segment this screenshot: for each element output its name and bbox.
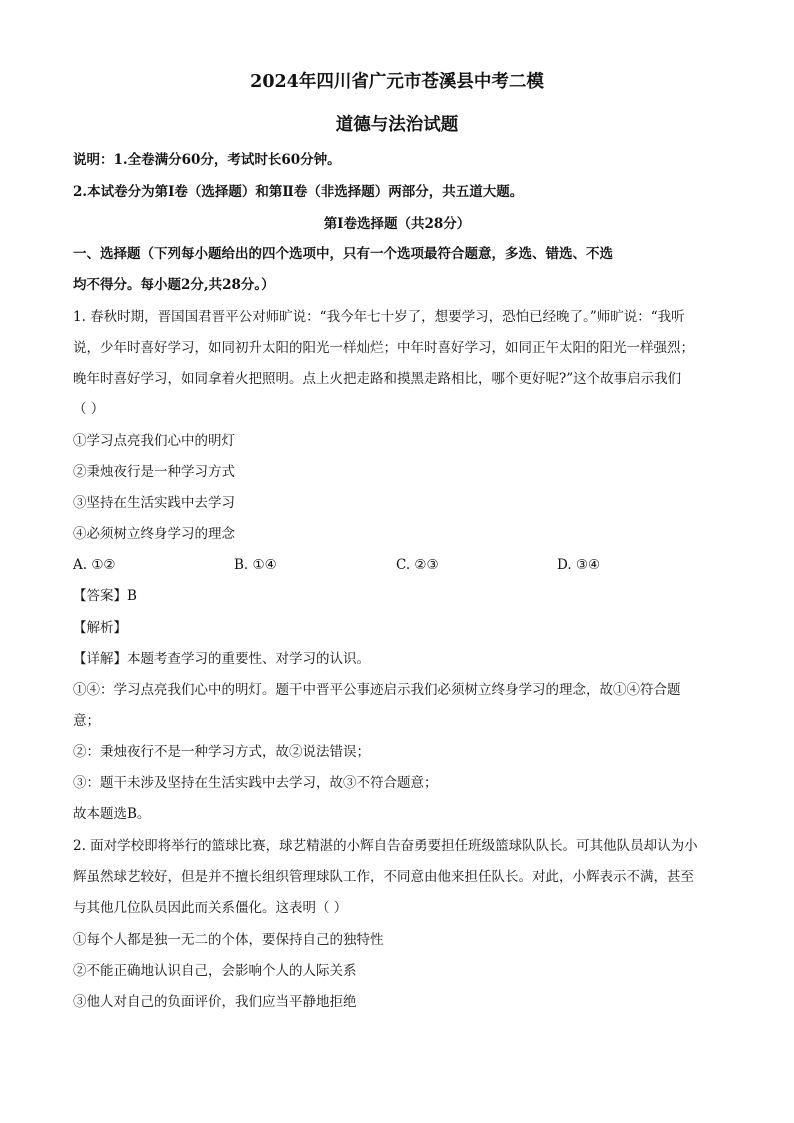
q2-stem-line-3: 与其他几位队员因此而关系僵化。这表明（ ） — [73, 900, 348, 916]
q2-stem-line-1: 2. 面对学校即将举行的篮球比赛，球艺精湛的小辉自告奋勇要担任班级篮球队队长。可其他队员却认为小 — [73, 838, 698, 854]
q1-option-b: B. ①④ — [234, 557, 277, 573]
q1-option-c: C. ②③ — [396, 557, 439, 573]
q2-stem-line-2: 辉虽然球艺较好，但是并不擅长组织管理球队工作，不同意由他来担任队长。对此，小辉表示不满，甚至 — [73, 869, 694, 885]
q1-answer-blank: （ ） — [73, 401, 105, 417]
q1-conclusion: 故本题选B。 — [73, 806, 151, 822]
instructions-line-2: 2.本试卷分为第Ⅰ卷（选择题）和第Ⅱ卷（非选择题）两部分，共五道大题。 — [73, 184, 524, 200]
q1-stem-line-1: 1. 春秋时期，晋国国君晋平公对师旷说：“我今年七十岁了，想要学习，恐怕已经晚了。”师旷说：“我听 — [73, 309, 685, 325]
section-title: 第Ⅰ卷选择题（共28分） — [323, 216, 471, 232]
exam-title: 2024年四川省广元市苍溪县中考二模 — [250, 72, 544, 92]
exam-subtitle: 道德与法治试题 — [335, 115, 459, 135]
q1-stem-line-3: 晚年时喜好学习，如同拿着火把照明。点上火把走路和摸黑走路相比，哪个更好呢?”这个故事启示我们 — [73, 371, 682, 387]
q2-statement-2: ②不能正确地认识自己，会影响个人的人际关系 — [73, 963, 357, 979]
section-intro-line-1: 一、选择题（下列每小题给出的四个选项中，只有一个选项最符合题意，多选、错选、不选 — [73, 246, 613, 262]
q1-explain-1-line-2: 意； — [73, 713, 100, 729]
q1-statement-3: ③坚持在生活实践中去学习 — [73, 495, 235, 511]
q1-answer: 【答案】B — [73, 588, 137, 604]
instructions-line-1: 说明：1.全卷满分60分，考试时长60分钟。 — [73, 152, 341, 168]
q1-explain-3: ③：题干未涉及坚持在生活实践中去学习，故③不符合题意； — [73, 775, 438, 791]
q1-explain-1-line-1: ①④：学习点亮我们心中的明灯。题干中晋平公事迹启示我们必须树立终身学习的理念，故①④符合题 — [73, 682, 681, 698]
q1-analysis-label: 【解析】 — [73, 620, 127, 636]
q1-statement-1: ①学习点亮我们心中的明灯 — [73, 433, 235, 449]
q1-statement-2: ②秉烛夜行是一种学习方式 — [73, 464, 235, 480]
q1-detail: 【详解】本题考查学习的重要性、对学习的认识。 — [73, 651, 370, 667]
q1-option-d: D. ③④ — [557, 557, 601, 573]
q1-statement-4: ④必须树立终身学习的理念 — [73, 526, 235, 542]
q1-option-a: A. ①② — [73, 557, 116, 573]
q1-explain-2: ②：秉烛夜行不是一种学习方式，故②说法错误； — [73, 744, 370, 760]
q2-statement-3: ③他人对自己的负面评价，我们应当平静地拒绝 — [73, 994, 357, 1010]
q2-statement-1: ①每个人都是独一无二的个体，要保持自己的独特性 — [73, 932, 384, 948]
section-intro-line-2: 均不得分。每小题2分,共28分。） — [73, 277, 275, 293]
q1-stem-line-2: 说，少年时喜好学习，如同初升太阳的阳光一样灿烂；中年时喜好学习，如同正午太阳的阳光一样强烈； — [73, 340, 694, 356]
